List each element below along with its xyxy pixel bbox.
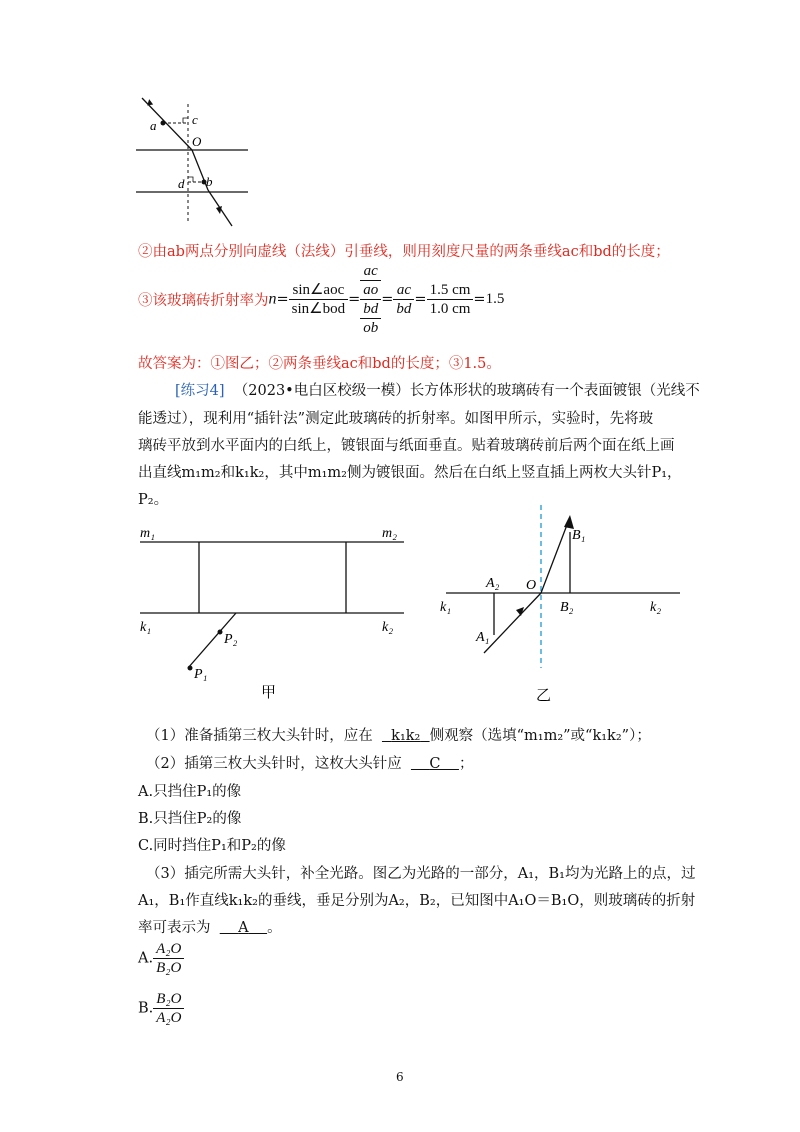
sin-num: sin∠aoc [289,281,348,300]
question-3-l1: （3）插完所需大头针，补全光路。图乙为光路的一部分，A₁，B₁均为光路上的点，过 [146,866,696,882]
q3-answer-text: A [238,920,249,936]
label-d: d [178,176,185,191]
figure-jia [136,515,416,700]
option-A: A.只挡住P₁的像 [138,784,242,800]
label-a: a [150,118,157,133]
frac-bd2: bd [396,301,412,317]
den-val: 1.0 cm [429,301,471,317]
label-c: c [192,112,198,127]
label-B1: B₁ [572,528,586,543]
figure-yi [436,505,686,705]
frac-ac2: ac [393,281,414,300]
choice-A-fraction [153,940,184,977]
label-k1: k₁ [140,620,152,635]
label-O-yi: O [526,578,537,593]
option-B: B.只挡住P₂的像 [138,811,242,827]
choice-B [138,990,184,1027]
exercise-intro-l4: 出直线m₁m₂和k₁k₂，其中m₁m₂侧为镀银面。然后在白纸上竖直插上两枚大头针P₁， [138,465,682,481]
q2-answer [411,756,459,772]
label-B2: B₂ [560,600,574,615]
choice-A-label: A. [138,950,154,967]
page-number: 6 [396,1070,404,1084]
choice-A-den: B₂O [156,960,182,976]
choice-A-num: A₂O [153,940,184,959]
intro-l1-text: （2023•电白区校级一模）长方体形状的玻璃砖有一个表面镀银（光线不 [233,383,700,399]
choice-B-fraction [153,990,184,1027]
q2-suffix: ； [458,756,474,772]
label-k2: k₂ [382,620,394,635]
step3-prefix: ③该玻璃砖折射率为 [138,293,269,309]
exercise-intro-l5: P₂。 [138,492,169,508]
q1-answer [382,728,430,744]
choice-B-label: B. [138,1000,154,1017]
num-val: 1.5 cm [427,281,474,300]
choice-A [138,940,184,977]
option-C: C.同时挡住P₁和P₂的像 [138,838,286,854]
label-O: O [192,134,202,149]
q3-answer [220,920,267,936]
sin-den: sin∠bod [291,301,346,317]
q1-prefix: （1）准备插第三枚大头针时，应在 [146,728,373,744]
label-m2: m₂ [382,526,397,541]
q1-answer-text: k₁k₂ [391,728,421,744]
formula-ac-bd [393,281,414,318]
question-3-l3 [138,916,282,937]
formula-nested-ratio [360,262,381,337]
solution-answer: 故答案为：①图乙；②两条垂线ac和bd的长度；③1.5。 [138,356,501,372]
label-m1: m₁ [140,526,155,541]
frac-ob: ob [363,320,379,336]
exercise-tag: [练习4] [175,383,225,399]
q3-prefix: 率可表示为 [138,920,211,936]
formula-result: 1.5 [485,291,505,307]
label-P1: P₁ [194,667,208,682]
label-A1: A₁ [476,630,490,645]
question-2 [146,752,473,773]
solution-step3: ③该玻璃砖折射率为n= $\frac{\text{sin∠aoc}}{\text{sin∠bod}}$ = ac ao bd ob = $\frac{ac}{bd}$ = $\frac{1.5 cm}{1.0 cm}$ =1.5 [138,263,505,336]
choice-B-den: A₂O [156,1010,182,1026]
frac-ao: ao [363,282,379,298]
frac-bd: bd [360,300,381,319]
formula-sin-ratio [289,281,348,318]
question-1 [146,724,651,745]
question-3-l2: A₁，B₁作直线k₁k₂的垂线，垂足分别为A₂，B₂，已知图中A₁O＝B₁O，则玻璃砖的折射 [138,893,696,909]
q3-suffix: 。 [267,920,282,936]
formula-n: n [268,290,277,308]
label-b: b [206,174,213,189]
exercise-intro-l1 [175,379,700,400]
label-k1-yi: k₁ [440,600,452,615]
exercise-intro-l3: 璃砖平放到水平面内的白纸上，镀银面与纸面垂直。贴着玻璃砖前后两个面在纸上画 [138,438,675,454]
caption-jia: 甲 [261,685,277,700]
caption-yi: 乙 [536,688,552,704]
choice-B-num: B₂O [153,990,184,1009]
exercise-intro-l2: 能透过），现利用“插针法”测定此玻璃砖的折射率。如图甲所示，实验时，先将玻 [138,411,654,427]
frac-ac: ac [360,262,381,281]
q2-answer-text: C [429,756,441,772]
formula-values [427,281,474,318]
q2-prefix: （2）插第三枚大头针时，这枚大头针应 [146,756,402,772]
label-P2: P₂ [224,632,238,647]
label-k2-yi: k₂ [650,600,662,615]
q1-suffix: 侧观察（选填“m₁m₂”或“k₁k₂”）； [429,728,651,744]
solution-step2: ②由ab两点分别向虚线（法线）引垂线，则用刻度尺量的两条垂线ac和bd的长度； [138,244,670,260]
refraction-figure [136,92,256,232]
label-A2: A₂ [486,576,500,591]
